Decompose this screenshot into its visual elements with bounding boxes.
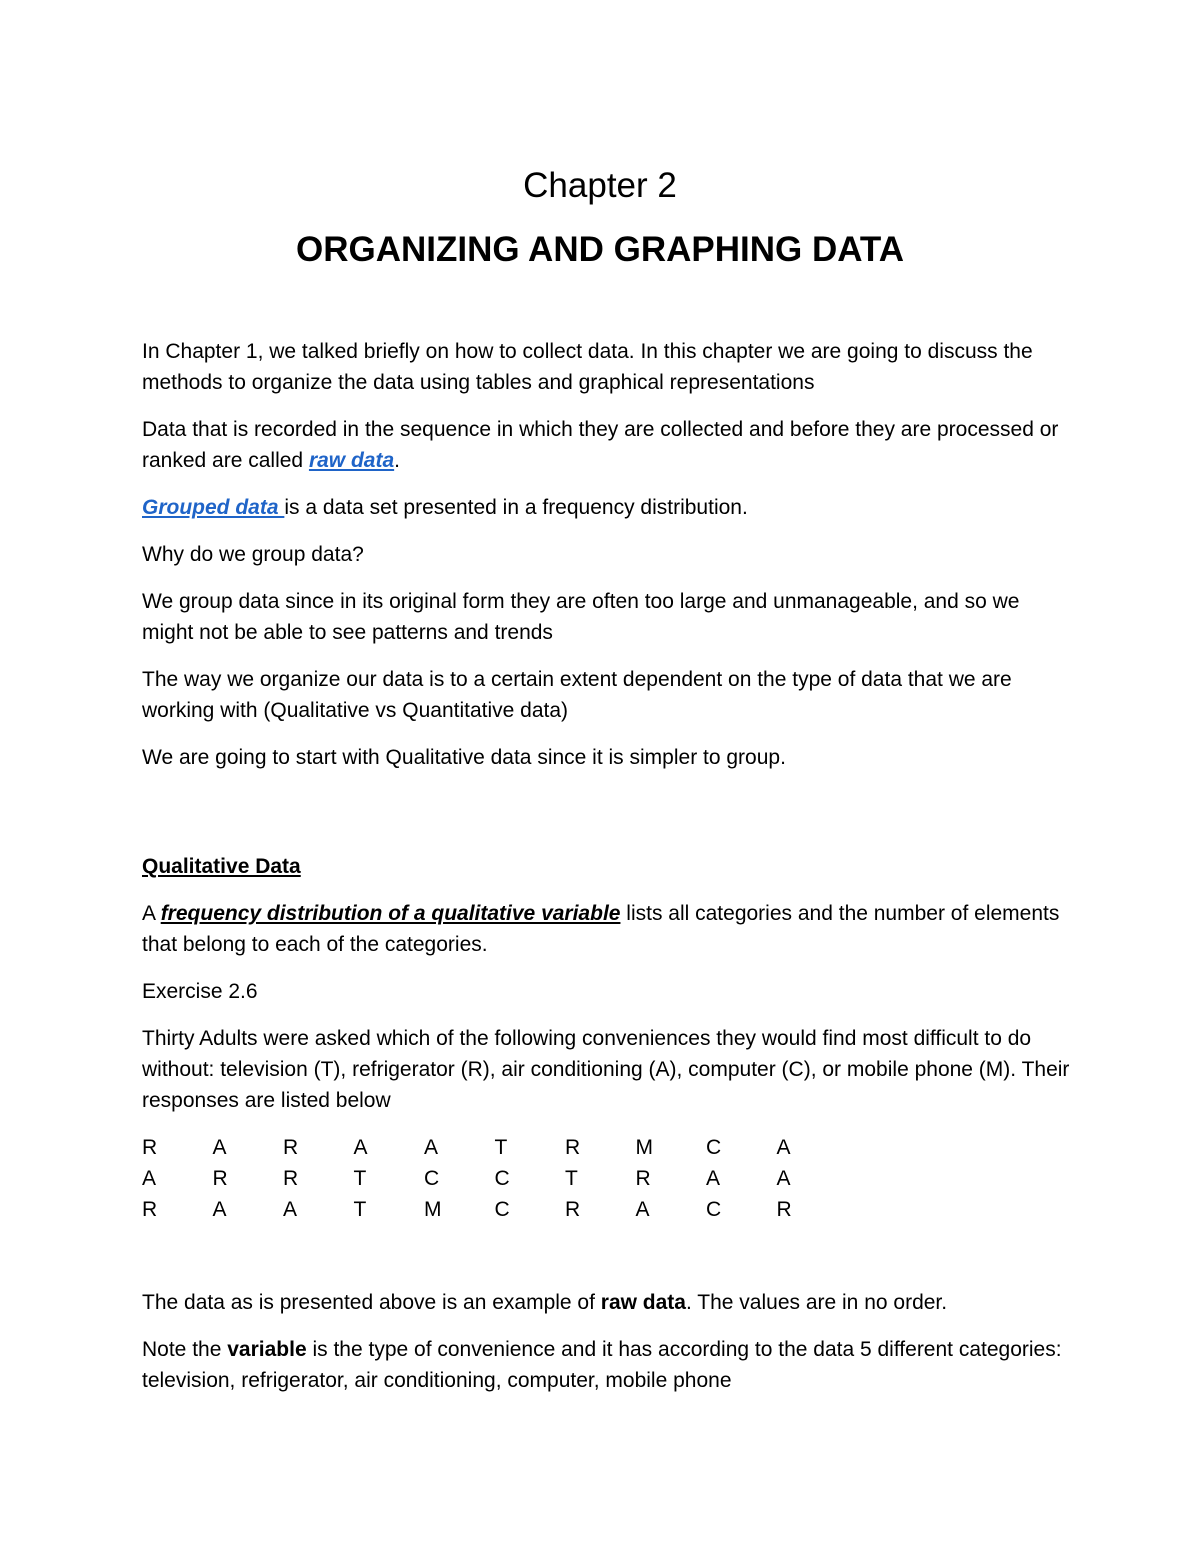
qualitative-data-heading: Qualitative Data	[142, 855, 301, 878]
responses-row	[142, 1194, 1072, 1225]
response-cell: R	[565, 1198, 581, 1221]
raw-data-term: raw data	[600, 1291, 686, 1314]
response-cell: A	[424, 1136, 439, 1159]
response-cell: T	[353, 1198, 367, 1221]
why-group-answer: We group data since in its original form they are often too large and unmanageable, and so we might not be able to see patterns and trends	[142, 590, 1020, 644]
raw-data-example	[142, 1287, 1072, 1318]
raw-data-link[interactable]: raw data	[308, 449, 395, 472]
response-cell: T	[353, 1167, 367, 1190]
response-cell: R	[212, 1167, 228, 1190]
definition-text: lists all categories and the number of elements that belong to each of the categories.	[142, 902, 1060, 956]
spacer	[142, 1241, 1072, 1287]
why-group-question: Why do we group data?	[142, 543, 364, 566]
response-cell: T	[494, 1136, 508, 1159]
response-cell: A	[212, 1198, 227, 1221]
variable-note	[142, 1334, 1072, 1396]
raw-data-definition-text: Data that is recorded in the sequence in which they are collected and before they are processed or ranked are called	[142, 418, 1059, 472]
response-cell: R	[565, 1136, 581, 1159]
variable-note-text: is the type of convenience and it has according to the data 5 different categories: television, refrigerator, air conditioning, computer, mobile phone	[142, 1338, 1062, 1392]
chapter-heading: ORGANIZING AND GRAPHING DATA	[296, 230, 904, 269]
response-cell: A	[706, 1167, 721, 1190]
response-cell: R	[635, 1167, 651, 1190]
response-cell: A	[142, 1167, 157, 1190]
grouped-data-link[interactable]: Grouped data	[142, 496, 285, 519]
responses-row	[142, 1132, 1072, 1163]
variable-term: variable	[227, 1338, 307, 1361]
grouped-data-definition-text: is a data set presented in a frequency distribution.	[284, 496, 748, 519]
frequency-distribution-definition	[142, 898, 1072, 960]
response-cell: C	[706, 1136, 722, 1159]
start-qualitative-paragraph: We are going to start with Qualitative data since it is simpler to group.	[142, 746, 786, 769]
response-cell: C	[494, 1167, 510, 1190]
response-cell: A	[776, 1167, 791, 1190]
response-cell: M	[424, 1198, 442, 1221]
response-cell: R	[142, 1198, 158, 1221]
raw-data-example-end: . The values are in no order.	[685, 1291, 948, 1314]
response-cell: A	[635, 1198, 650, 1221]
response-cell: A	[212, 1136, 227, 1159]
variable-note-prefix: Note the	[142, 1338, 228, 1361]
document-body	[142, 336, 1072, 1412]
intro-paragraph: In Chapter 1, we talked briefly on how to collect data. In this chapter we are going to discuss the methods to organize the data using tables and graphical representations	[142, 340, 1033, 394]
response-cell: R	[283, 1167, 299, 1190]
chapter-title: Chapter 2	[523, 166, 677, 205]
response-cell: A	[776, 1136, 791, 1159]
raw-data-example-text: The data as is presented above is an example of	[142, 1291, 601, 1314]
response-cell: R	[283, 1136, 299, 1159]
organize-paragraph: The way we organize our data is to a certain extent dependent on the type of data that we are working with (Qualitative vs Quantitative data)	[142, 668, 1012, 722]
spacer	[142, 789, 1072, 851]
response-cell: A	[353, 1136, 368, 1159]
response-cell: M	[635, 1136, 653, 1159]
exercise-problem: Thirty Adults were asked which of the following conveniences they would find most difficult to do without: television (T), refrigerator (R), air conditioning (A), computer (C), or mobile phone (M). Their responses are listed below	[142, 1027, 1070, 1112]
response-cell: R	[776, 1198, 792, 1221]
response-cell: T	[565, 1167, 578, 1190]
response-cell: R	[142, 1136, 158, 1159]
response-cell: C	[706, 1198, 722, 1221]
frequency-distribution-term: frequency distribution of a qualitative variable	[160, 902, 621, 925]
raw-data-definition	[142, 414, 1072, 476]
responses-grid	[142, 1132, 1072, 1225]
exercise-label: Exercise 2.6	[142, 980, 258, 1003]
response-cell: C	[424, 1167, 440, 1190]
responses-row	[142, 1163, 1072, 1194]
definition-prefix: A	[142, 902, 161, 925]
raw-data-definition-end: .	[394, 449, 400, 472]
response-cell: C	[494, 1198, 510, 1221]
response-cell: A	[283, 1198, 298, 1221]
grouped-data-definition	[142, 492, 1072, 523]
